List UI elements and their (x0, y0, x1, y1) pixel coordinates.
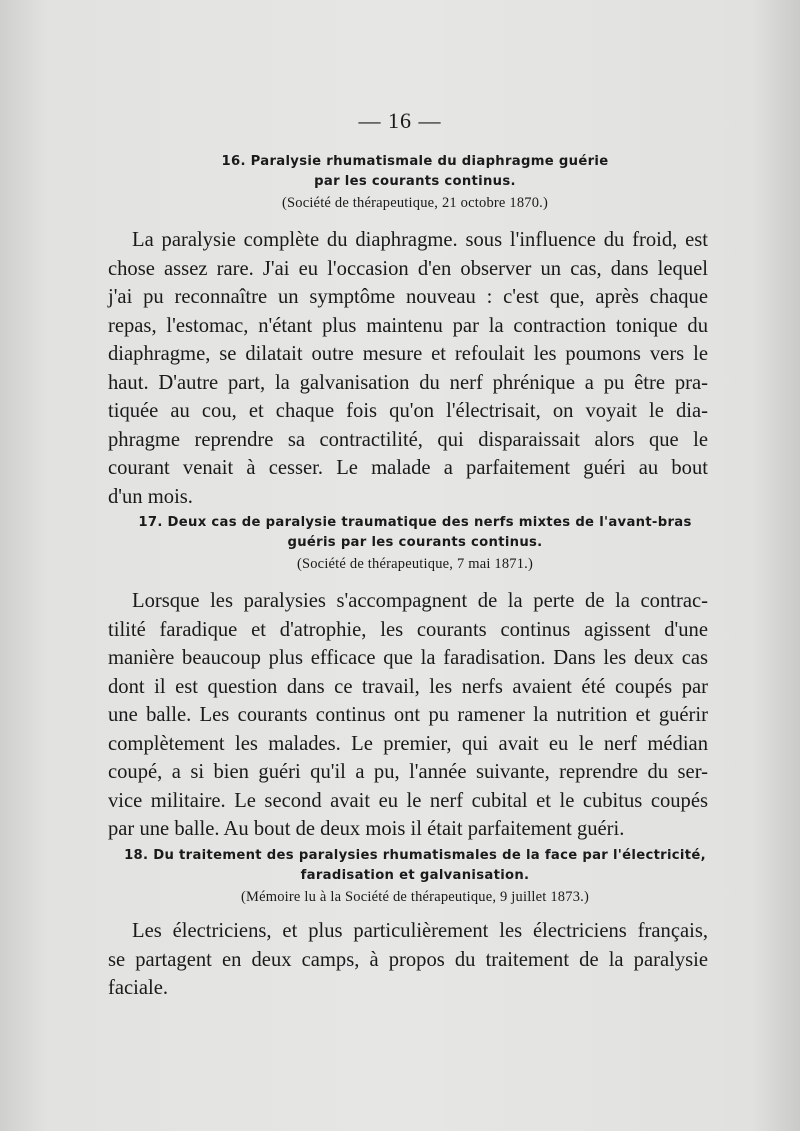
body-line: j'ai pu reconnaître un symptôme nouveau : c'est que, après chaque (108, 286, 708, 308)
body-line: tilité faradique et d'atrophie, les courants continus agissent d'une (108, 618, 708, 641)
body-line: Les électriciens, et plus particulièrement les électriciens français, (132, 920, 708, 942)
section-title-line: 18. Du traitement des paralysies rhumatismales de la face par l'électricité, (124, 848, 706, 863)
body-line: haut. D'autre part, la galvanisation du nerf phrénique a pu être pra- (108, 371, 708, 394)
body-line: par une balle. Au bout de deux mois il était parfaitement guéri. (108, 818, 625, 840)
body-line: La paralysie complète du diaphragme. sous l'influence du froid, est (132, 229, 708, 251)
section-title-line: guéris par les courants continus. (287, 535, 543, 550)
page-number: — 16 — (358, 108, 442, 133)
body-line: phragme reprendre sa contractilité, qui disparaissait alors que le (108, 428, 708, 451)
section-body (108, 226, 708, 511)
section-source: (Mémoire lu à la Société de thérapeutique, 9 juillet 1873.) (240, 889, 589, 905)
body-line: vice militaire. Le second avait eu le nerf cubital et le cubitus coupés (108, 789, 708, 812)
body-line: Lorsque les paralysies s'accompagnent de la perte de la contrac- (132, 590, 708, 612)
body-line: coupé, a si bien guéri qu'il a pu, l'année suivante, reprendre du ser- (108, 761, 708, 783)
section-title-line: 16. Paralysie rhumatismale du diaphragme guérie (221, 154, 609, 169)
body-line: chose assez rare. J'ai eu l'occasion d'en observer un cas, dans lequel (108, 257, 708, 280)
body-line: diaphragme, se dilatait outre mesure et refoulait les poumons vers le (108, 343, 708, 365)
section-body (108, 917, 708, 1003)
body-line: une balle. Les courants continus ont pu ramener la nutrition et guérir (108, 704, 708, 726)
section-heading (110, 513, 720, 575)
body-line: manière beaucoup plus efficace que la faradisation. Dans les deux cas (108, 647, 708, 669)
section-heading (110, 846, 720, 908)
body-line: complètement les malades. Le premier, qui avait eu le nerf médian (108, 732, 708, 755)
section-source: (Société de thérapeutique, 21 octobre 1870.) (281, 195, 549, 211)
section-title-line: 17. Deux cas de paralysie traumatique des nerfs mixtes de l'avant-bras (138, 515, 692, 530)
body-line: dont il est question dans ce travail, les nerfs avaient été coupés par (108, 675, 708, 698)
section-title-line: par les courants continus. (314, 174, 516, 189)
body-line: tiquée au cou, et chaque fois qu'on l'électrisait, on voyait le dia- (108, 400, 708, 422)
section-heading (110, 152, 720, 214)
section-title-line: faradisation et galvanisation. (300, 868, 530, 883)
body-line: d'un mois. (108, 485, 193, 508)
body-line: courant venait à cesser. Le malade a parfaitement guéri au bout (108, 457, 708, 479)
section-source: (Société de thérapeutique, 7 mai 1871.) (296, 556, 534, 572)
body-line: faciale. (108, 977, 169, 999)
section-body (108, 587, 708, 844)
body-line: repas, l'estomac, n'étant plus maintenu par la contraction tonique du (108, 314, 708, 337)
body-line: se partagent en deux camps, à propos du traitement de la paralysie (108, 948, 708, 971)
